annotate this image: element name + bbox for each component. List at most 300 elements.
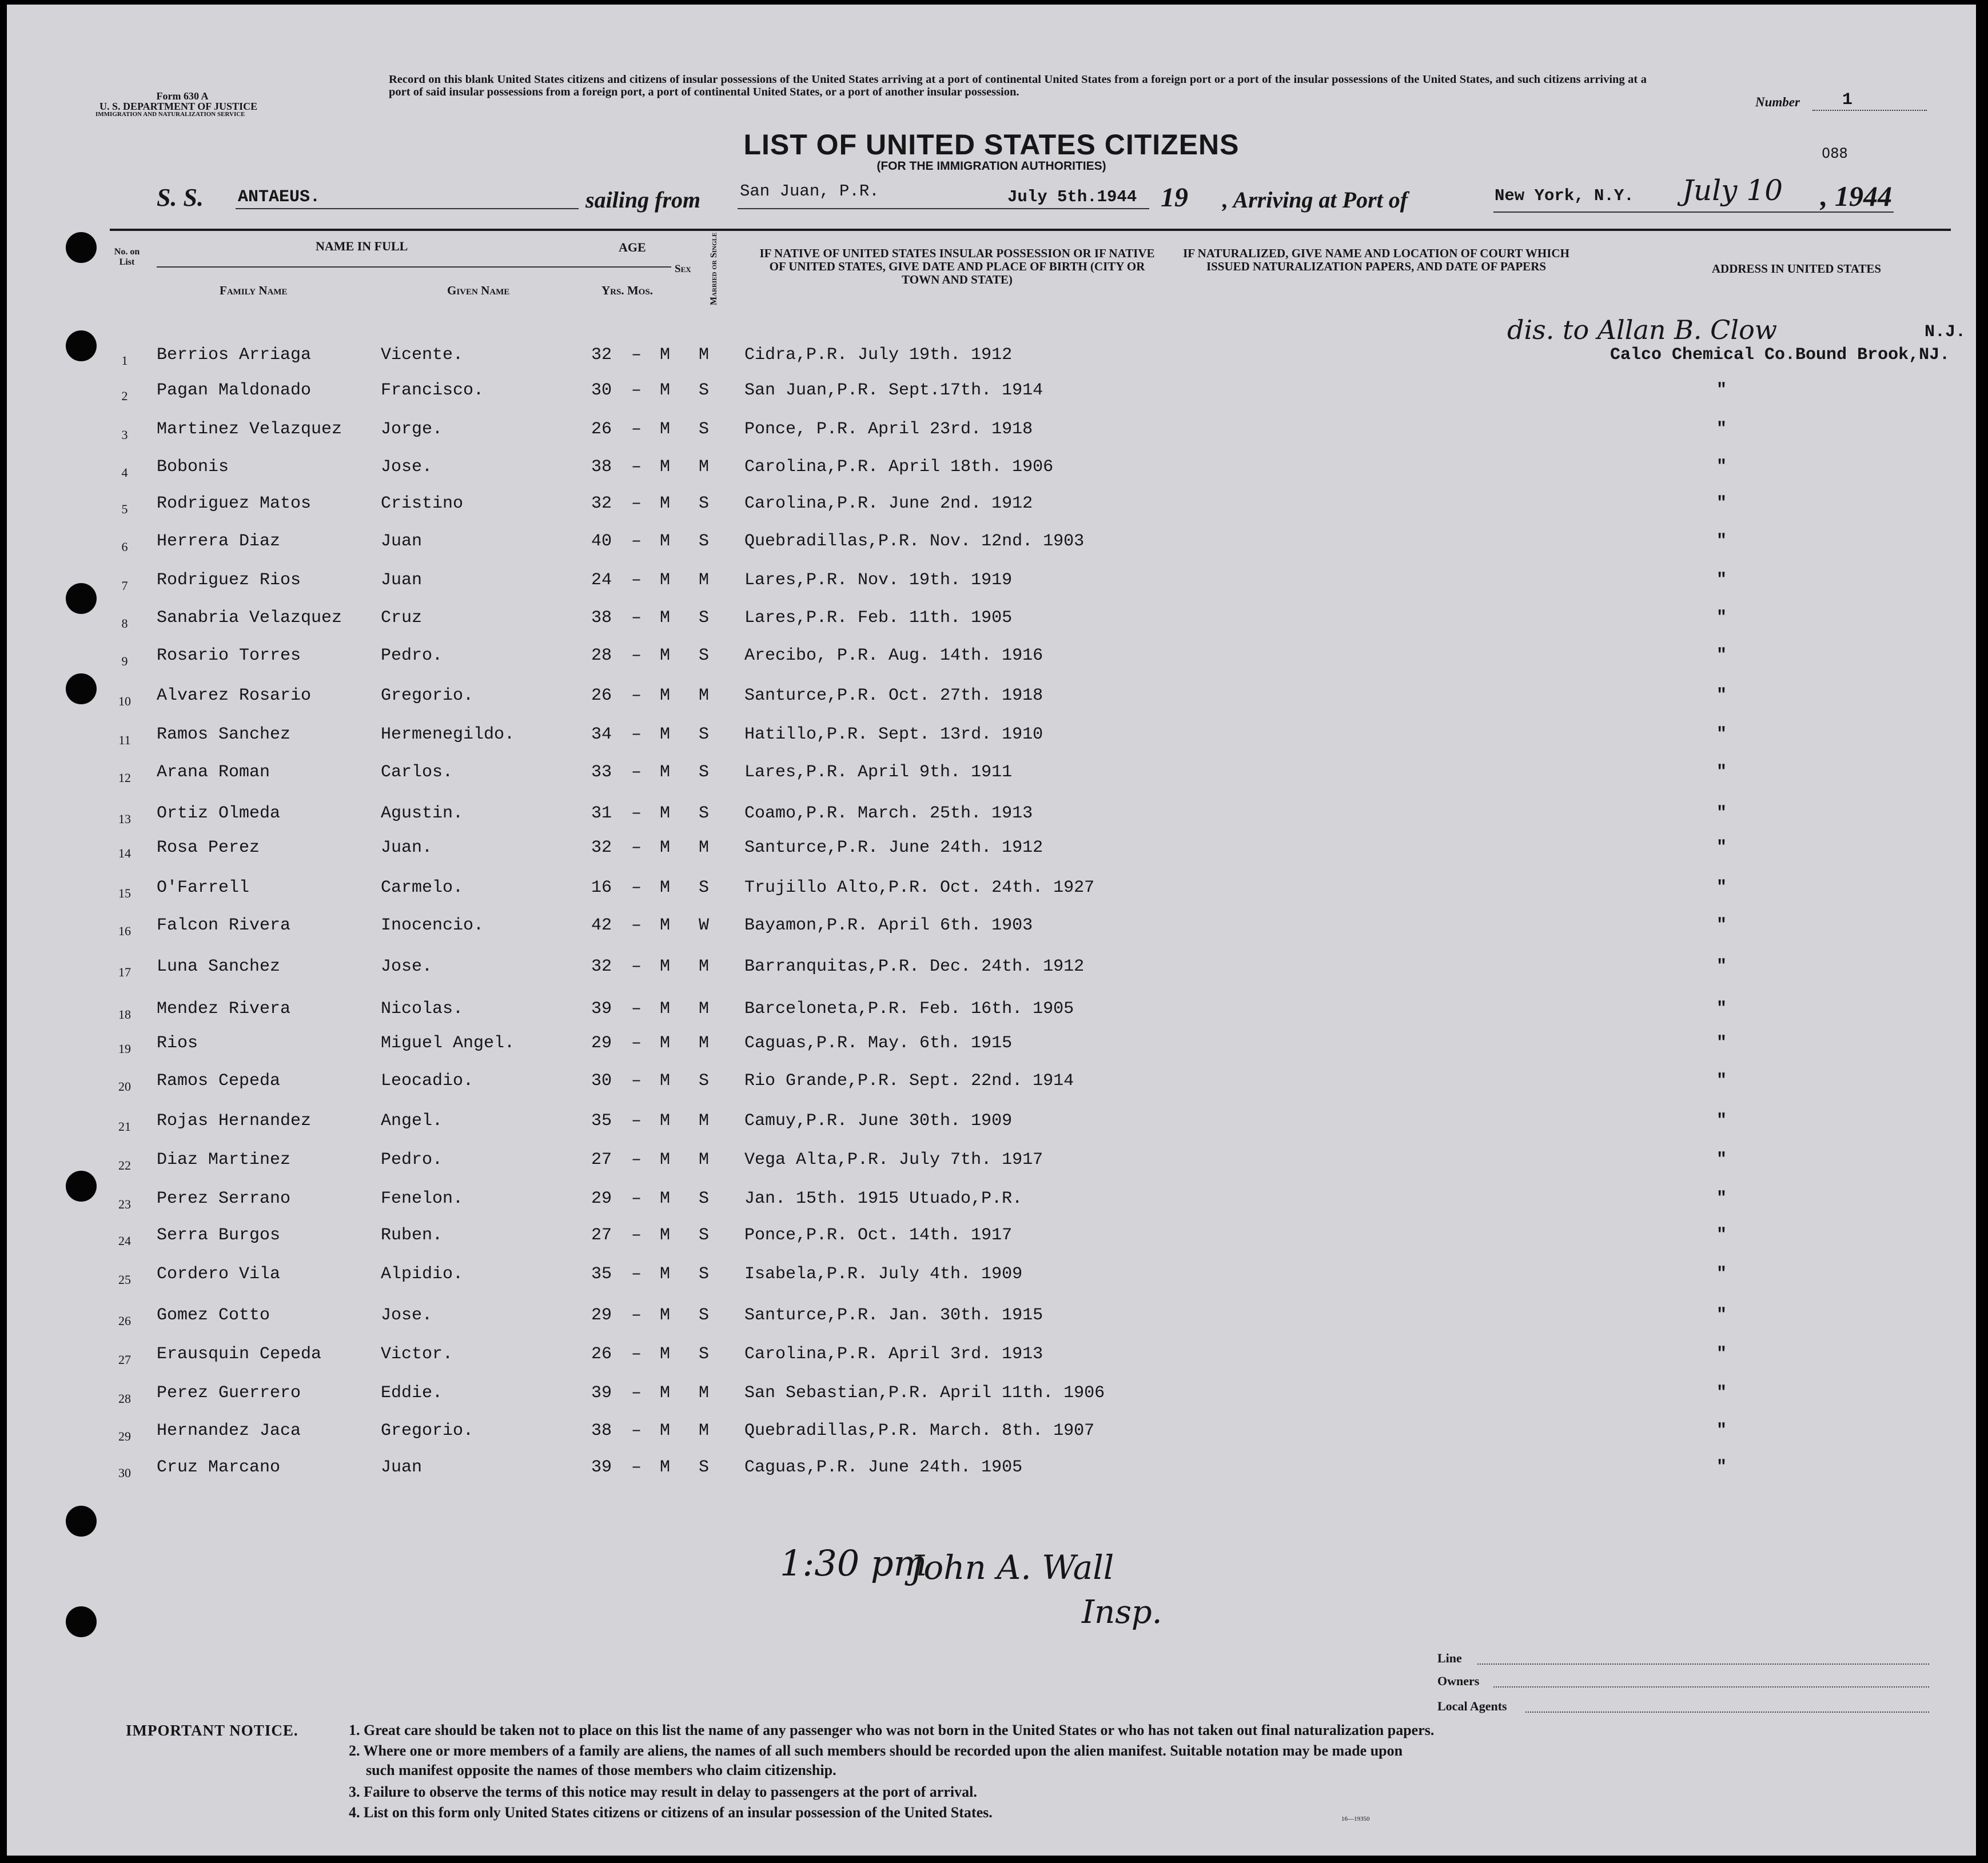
sailing-from: San Juan, P.R.: [740, 182, 879, 201]
arrival-date-handwritten: July 10: [1682, 174, 1783, 207]
marital-status: M: [699, 999, 710, 1019]
family-name: Herrera Diaz: [157, 532, 281, 551]
birth-place-date: Jan. 15th. 1915 Utuado,P.R.: [744, 1189, 1023, 1208]
table-row: [7, 1264, 1976, 1299]
family-name: Hernandez Jaca: [157, 1421, 301, 1441]
row-number: 8: [121, 616, 128, 631]
row-number: 26: [118, 1314, 131, 1328]
marital-status: S: [699, 1306, 710, 1325]
row-number: 18: [118, 1007, 131, 1022]
sex: M: [660, 1189, 671, 1208]
sex: M: [660, 686, 671, 705]
row-number: 29: [118, 1429, 131, 1443]
table-row: [7, 381, 1976, 415]
row-number: 24: [118, 1234, 131, 1248]
age-months-dash: –: [631, 494, 642, 513]
marital-status: M: [699, 1421, 710, 1441]
sex: M: [660, 725, 671, 744]
birth-place-date: Santurce,P.R. June 24th. 1912: [744, 838, 1043, 857]
family-name: Berrios Arriaga: [157, 345, 312, 365]
us-address: ": [1716, 686, 1727, 705]
given-name: Juan: [381, 571, 423, 590]
given-name: Juan: [381, 532, 423, 551]
notice-item-3: 3. Failure to observe the terms of this notice may result in delay to passengers at the port of arrival.: [349, 1784, 977, 1800]
birth-place-date: Lares,P.R. Nov. 19th. 1919: [744, 571, 1013, 590]
header-naturalized: IF NATURALIZED, GIVE NAME AND LOCATION OF COURT WHICH ISSUED NATURALIZATION PAPERS, AND DATE OF PAPERS: [1183, 246, 1569, 273]
header-name-in-full: NAME IN FULL: [316, 239, 408, 253]
marital-status: M: [699, 1111, 710, 1131]
family-name: Rodriguez Matos: [157, 494, 312, 513]
notice-item-2-cont: such manifest opposite the names of those members who claim citizenship.: [366, 1762, 836, 1778]
birth-place-date: Lares,P.R. Feb. 11th. 1905: [744, 608, 1013, 628]
age-years: 31: [591, 804, 612, 823]
given-name: Eddie.: [381, 1383, 443, 1403]
given-name: Cruz: [381, 608, 423, 628]
inspector-signature: John A. Wall: [910, 1548, 1114, 1587]
table-row: [7, 878, 1976, 912]
us-address: ": [1716, 1111, 1727, 1131]
birth-place-date: Carolina,P.R. April 18th. 1906: [744, 457, 1054, 477]
table-row: [7, 1226, 1976, 1260]
family-name: Rosario Torres: [157, 646, 301, 665]
age-years: 38: [591, 457, 612, 477]
row-number: 25: [118, 1272, 131, 1287]
birth-place-date: Ponce,P.R. Oct. 14th. 1917: [744, 1226, 1013, 1245]
age-years: 29: [591, 1306, 612, 1325]
marital-status: S: [699, 608, 710, 628]
footer-agents-field: [1525, 1712, 1929, 1713]
family-name: Falcon Rivera: [157, 916, 291, 935]
age-years: 35: [591, 1264, 612, 1284]
family-name: Bobonis: [157, 457, 229, 477]
family-name: Gomez Cotto: [157, 1306, 270, 1325]
age-months-dash: –: [631, 1345, 642, 1364]
table-row: [7, 763, 1976, 797]
given-name: Juan: [381, 1458, 423, 1477]
age-months-dash: –: [631, 725, 642, 744]
family-name: Sanabria Velazquez: [157, 608, 342, 628]
marital-status: M: [699, 1383, 710, 1403]
given-name: Angel.: [381, 1111, 443, 1131]
address-nj: N.J.: [1925, 322, 1966, 342]
sex: M: [660, 1383, 671, 1403]
age-years: 26: [591, 420, 612, 439]
footer-line-label: Line: [1437, 1651, 1462, 1665]
us-address: ": [1716, 1458, 1727, 1477]
age-years: 38: [591, 1421, 612, 1441]
marital-status: S: [699, 646, 710, 665]
marital-status: S: [699, 494, 710, 513]
header-married: Married or Single: [709, 232, 719, 305]
age-months-dash: –: [631, 1111, 642, 1131]
us-address: ": [1716, 646, 1727, 665]
table-row: [7, 1189, 1976, 1223]
table-row: [7, 957, 1976, 991]
family-name: O'Farrell: [157, 878, 250, 897]
birth-place-date: Bayamon,P.R. April 6th. 1903: [744, 916, 1033, 935]
birth-place-date: Carolina,P.R. June 2nd. 1912: [744, 494, 1033, 513]
family-name: Erausquin Cepeda: [157, 1345, 322, 1364]
signature-time: 1:30 pm: [780, 1542, 927, 1584]
arrival-port: New York, N.Y.: [1495, 186, 1634, 205]
row-number: 10: [118, 694, 131, 708]
instructions-text: Record on this blank United States citizens and citizens of insular possessions of the United States arriving at a port of continental United States from a foreign port or a port of the insular possessions of the United States, and such citizens arriving at a port of said insular possessions from a foreign port, a port of continental United States, or a port of another insular possession.: [389, 73, 1647, 98]
arriving-label: , Arriving at Port of: [1222, 187, 1408, 213]
header-no: No. on List: [114, 247, 140, 267]
marital-status: S: [699, 1345, 710, 1364]
sex: M: [660, 763, 671, 782]
us-address: ": [1716, 725, 1727, 744]
table-row: [7, 608, 1976, 643]
given-name: Carmelo.: [381, 878, 464, 897]
marital-status: M: [699, 571, 710, 590]
year-prefix: 19: [1161, 182, 1188, 213]
sex: M: [660, 1071, 671, 1091]
printer-code: 16—19350: [1341, 1816, 1370, 1822]
header-birth: IF NATIVE OF UNITED STATES INSULAR POSSESSION OR IF NATIVE OF UNITED STATES, GIVE DATE AND PLACE OF BIRTH (CITY OR TOWN AND STATE): [759, 246, 1155, 286]
family-name: Rosa Perez: [157, 838, 260, 857]
sex: M: [660, 804, 671, 823]
marital-status: M: [699, 686, 710, 705]
form-service: IMMIGRATION AND NATURALIZATION SERVICE: [95, 111, 245, 118]
birth-place-date: Hatillo,P.R. Sept. 13rd. 1910: [744, 725, 1043, 744]
table-row: [7, 1421, 1976, 1455]
table-row: [7, 457, 1976, 492]
row-number: 11: [118, 733, 131, 747]
marital-status: S: [699, 1458, 710, 1477]
family-name: Perez Guerrero: [157, 1383, 301, 1403]
age-months-dash: –: [631, 345, 642, 365]
age-months-dash: –: [631, 838, 642, 857]
header-top-rule: [110, 229, 1951, 231]
age-years: 24: [591, 571, 612, 590]
table-row: [7, 1306, 1976, 1340]
us-address: ": [1716, 838, 1727, 857]
given-name: Fenelon.: [381, 1189, 464, 1208]
table-row: [7, 1458, 1976, 1492]
birth-place-date: Caguas,P.R. June 24th. 1905: [744, 1458, 1023, 1477]
row-number: 23: [118, 1197, 131, 1211]
table-row: [7, 345, 1976, 380]
table-row: [7, 686, 1976, 720]
birth-place-date: Santurce,P.R. Oct. 27th. 1918: [744, 686, 1043, 705]
birth-place-date: Trujillo Alto,P.R. Oct. 24th. 1927: [744, 878, 1095, 897]
row-number: 21: [118, 1119, 131, 1134]
age-months-dash: –: [631, 804, 642, 823]
birth-place-date: Caguas,P.R. May. 6th. 1915: [744, 1034, 1013, 1053]
notice-item-4: 4. List on this form only United States citizens or citizens of an insular possession of the United States.: [349, 1804, 993, 1821]
row-number: 28: [118, 1391, 131, 1406]
age-months-dash: –: [631, 1034, 642, 1053]
manifest-sheet: [7, 5, 1976, 1856]
us-address: ": [1716, 916, 1727, 935]
family-name: Ramos Cepeda: [157, 1071, 281, 1091]
table-row: [7, 646, 1976, 680]
marital-status: S: [699, 725, 710, 744]
number-label: Number: [1755, 95, 1800, 109]
punch-hole: [66, 1606, 97, 1637]
birth-place-date: Quebradillas,P.R. Nov. 12nd. 1903: [744, 532, 1085, 551]
birth-place-date: Vega Alta,P.R. July 7th. 1917: [744, 1150, 1043, 1170]
row-number: 22: [118, 1158, 131, 1172]
table-row: [7, 1150, 1976, 1184]
family-name: Rojas Hernandez: [157, 1111, 312, 1131]
given-name: Pedro.: [381, 646, 443, 665]
given-name: Leocadio.: [381, 1071, 474, 1091]
age-years: 40: [591, 532, 612, 551]
marital-status: S: [699, 381, 710, 400]
birth-place-date: Carolina,P.R. April 3rd. 1913: [744, 1345, 1043, 1364]
age-months-dash: –: [631, 957, 642, 976]
marital-status: M: [699, 457, 710, 477]
age-months-dash: –: [631, 1264, 642, 1284]
family-name: Pagan Maldonado: [157, 381, 312, 400]
us-address: ": [1716, 608, 1727, 628]
number-value: 1: [1842, 90, 1853, 110]
table-row: [7, 420, 1976, 454]
notice-label: IMPORTANT NOTICE.: [126, 1722, 298, 1739]
table-row: [7, 838, 1976, 872]
number-underline: [1812, 110, 1927, 111]
table-row: [7, 804, 1976, 838]
sailing-label: sailing from: [585, 187, 701, 213]
age-years: 32: [591, 494, 612, 513]
sex: M: [660, 608, 671, 628]
marital-status: M: [699, 838, 710, 857]
birth-place-date: Rio Grande,P.R. Sept. 22nd. 1914: [744, 1071, 1074, 1091]
given-name: Miguel Angel.: [381, 1034, 515, 1053]
punch-hole: [66, 232, 97, 263]
sex: M: [660, 420, 671, 439]
marital-status: M: [699, 957, 710, 976]
family-name: Luna Sanchez: [157, 957, 281, 976]
us-address: ": [1716, 1150, 1727, 1170]
ss-label: S. S.: [157, 183, 204, 212]
age-months-dash: –: [631, 532, 642, 551]
sex: M: [660, 1306, 671, 1325]
marital-status: S: [699, 1264, 710, 1284]
us-address: ": [1716, 1226, 1727, 1245]
family-name: Arana Roman: [157, 763, 270, 782]
marital-status: M: [699, 345, 710, 365]
row-number: 16: [118, 924, 131, 938]
age-years: 39: [591, 1458, 612, 1477]
header-yrs-mos: Yrs. Mos.: [601, 284, 653, 297]
given-name: Cristino: [381, 494, 464, 513]
family-name: Cruz Marcano: [157, 1458, 281, 1477]
marital-status: S: [699, 878, 710, 897]
header-given-name: Given Name: [447, 284, 510, 297]
row-number: 1: [121, 353, 128, 368]
age-years: 29: [591, 1189, 612, 1208]
sex: M: [660, 1458, 671, 1477]
birth-place-date: Ponce, P.R. April 23rd. 1918: [744, 420, 1033, 439]
sex: M: [660, 532, 671, 551]
us-address: ": [1716, 999, 1727, 1019]
footer-owners-field: [1493, 1686, 1929, 1688]
row-number: 27: [118, 1353, 131, 1367]
row-number: 2: [121, 389, 128, 403]
footer-agents-label: Local Agents: [1437, 1699, 1507, 1713]
age-years: 30: [591, 381, 612, 400]
sex: M: [660, 457, 671, 477]
given-name: Gregorio.: [381, 686, 474, 705]
age-years: 32: [591, 838, 612, 857]
family-name: Serra Burgos: [157, 1226, 281, 1245]
us-address: ": [1716, 494, 1727, 513]
us-address: ": [1716, 381, 1727, 400]
age-months-dash: –: [631, 1071, 642, 1091]
inspector-title: Insp.: [1082, 1594, 1162, 1631]
age-months-dash: –: [631, 1421, 642, 1441]
table-row: [7, 1383, 1976, 1418]
row-number: 19: [118, 1042, 131, 1056]
us-address: ": [1716, 878, 1727, 897]
marital-status: S: [699, 532, 710, 551]
ship-underline: [236, 208, 579, 209]
age-years: 26: [591, 1345, 612, 1364]
age-years: 34: [591, 725, 612, 744]
table-row: [7, 494, 1976, 528]
footer-owners-label: Owners: [1437, 1674, 1480, 1688]
us-address: ": [1716, 1264, 1727, 1284]
age-months-dash: –: [631, 381, 642, 400]
given-name: Alpidio.: [381, 1264, 464, 1284]
age-months-dash: –: [631, 916, 642, 935]
age-months-dash: –: [631, 571, 642, 590]
sex: M: [660, 1111, 671, 1131]
table-row: [7, 725, 1976, 759]
age-years: 38: [591, 608, 612, 628]
age-months-dash: –: [631, 1383, 642, 1403]
sex: M: [660, 494, 671, 513]
sex: M: [660, 957, 671, 976]
address-handwritten-note: dis. to Allan B. Clow: [1507, 314, 1778, 345]
sex: M: [660, 1345, 671, 1364]
us-address: ": [1716, 532, 1727, 551]
age-years: 16: [591, 878, 612, 897]
row-number: 12: [118, 771, 131, 785]
age-years: 33: [591, 763, 612, 782]
marital-status: S: [699, 804, 710, 823]
given-name: Juan.: [381, 838, 433, 857]
given-name: Jorge.: [381, 420, 443, 439]
notice-item-2: 2. Where one or more members of a family are aliens, the names of all such members should be recorded upon the alien manifest. Suitable notation may be made upon: [349, 1742, 1403, 1759]
table-row: [7, 1111, 1976, 1146]
row-number: 7: [121, 579, 128, 593]
marital-status: S: [699, 1071, 710, 1091]
age-years: 28: [591, 646, 612, 665]
sex: M: [660, 1421, 671, 1441]
given-name: Vicente.: [381, 345, 464, 365]
row-number: 5: [121, 502, 128, 516]
ship-name: ANTAEUS.: [238, 188, 321, 207]
birth-place-date: Barceloneta,P.R. Feb. 16th. 1905: [744, 999, 1074, 1019]
row-number: 30: [118, 1466, 131, 1480]
sex: M: [660, 646, 671, 665]
row-number: 4: [121, 465, 128, 480]
given-name: Jose.: [381, 1306, 433, 1325]
family-name: Alvarez Rosario: [157, 686, 312, 705]
age-months-dash: –: [631, 608, 642, 628]
given-name: Inocencio.: [381, 916, 484, 935]
marital-status: S: [699, 1189, 710, 1208]
sex: M: [660, 1150, 671, 1170]
notice-item-1: 1. Great care should be taken not to place on this list the name of any passenger who was not born in the United States or who has not taken out final naturalization papers.: [349, 1722, 1435, 1738]
birth-place-date: Isabela,P.R. July 4th. 1909: [744, 1264, 1023, 1284]
sex: M: [660, 1034, 671, 1053]
sex: M: [660, 1226, 671, 1245]
us-address: ": [1716, 571, 1727, 590]
us-address: ": [1716, 457, 1727, 477]
sailing-date: July 5th.1944: [1007, 188, 1137, 206]
sex: M: [660, 999, 671, 1019]
us-address: ": [1716, 1306, 1727, 1325]
family-name: Mendez Rivera: [157, 999, 291, 1019]
table-row: [7, 1345, 1976, 1379]
row-number: 20: [118, 1079, 131, 1094]
given-name: Nicolas.: [381, 999, 464, 1019]
family-name: Diaz Martinez: [157, 1150, 291, 1170]
given-name: Ruben.: [381, 1226, 443, 1245]
birth-place-date: Cidra,P.R. July 19th. 1912: [744, 345, 1013, 365]
birth-place-date: Lares,P.R. April 9th. 1911: [744, 763, 1013, 782]
family-name: Martinez Velazquez: [157, 420, 342, 439]
family-name: Rios: [157, 1034, 198, 1053]
sex: M: [660, 838, 671, 857]
name-header-rule: [157, 266, 671, 268]
page-subtitle: (FOR THE IMMIGRATION AUTHORITIES): [877, 159, 1106, 173]
age-months-dash: –: [631, 420, 642, 439]
age-months-dash: –: [631, 999, 642, 1019]
row-number: 6: [121, 540, 128, 554]
birth-place-date: San Sebastian,P.R. April 11th. 1906: [744, 1383, 1105, 1403]
us-address: ": [1716, 1034, 1727, 1053]
given-name: Hermenegildo.: [381, 725, 515, 744]
age-months-dash: –: [631, 686, 642, 705]
marital-status: W: [699, 916, 710, 935]
age-months-dash: –: [631, 646, 642, 665]
age-years: 39: [591, 1383, 612, 1403]
table-row: [7, 532, 1976, 566]
age-years: 29: [591, 1034, 612, 1053]
table-row: [7, 1071, 1976, 1106]
birth-place-date: Arecibo, P.R. Aug. 14th. 1916: [744, 646, 1043, 665]
birth-place-date: Barranquitas,P.R. Dec. 24th. 1912: [744, 957, 1085, 976]
age-years: 35: [591, 1111, 612, 1131]
given-name: Gregorio.: [381, 1421, 474, 1441]
sex: M: [660, 345, 671, 365]
marital-status: S: [699, 763, 710, 782]
form-dept: U. S. DEPARTMENT OF JUSTICE: [99, 101, 258, 112]
given-name: Carlos.: [381, 763, 453, 782]
sailing-underline: [738, 208, 1149, 209]
table-row: [7, 999, 1976, 1034]
sex: M: [660, 916, 671, 935]
age-months-dash: –: [631, 457, 642, 477]
us-address: ": [1716, 1345, 1727, 1364]
birth-place-date: Camuy,P.R. June 30th. 1909: [744, 1111, 1013, 1131]
age-years: 39: [591, 999, 612, 1019]
row-number: 17: [118, 965, 131, 979]
age-months-dash: –: [631, 763, 642, 782]
age-years: 27: [591, 1150, 612, 1170]
header-age: AGE: [619, 240, 646, 254]
us-address: ": [1716, 1383, 1727, 1403]
arrival-year: , 1944: [1820, 180, 1892, 212]
age-years: 27: [591, 1226, 612, 1245]
given-name: Francisco.: [381, 381, 484, 400]
